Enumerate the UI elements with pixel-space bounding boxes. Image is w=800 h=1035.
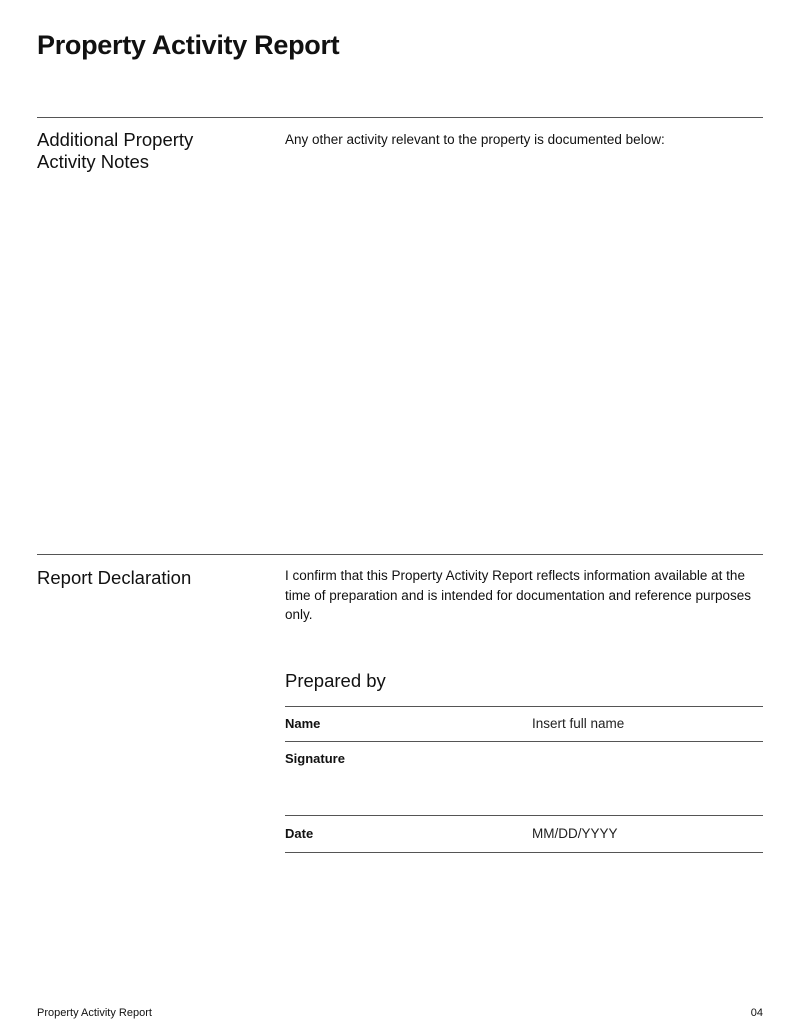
- prepared-by-heading: Prepared by: [285, 670, 386, 691]
- name-field[interactable]: Insert full name: [532, 716, 625, 731]
- declaration-statement: I confirm that this Property Activity Report reflects information available at the time of preparation and is intended for documentation and reference purposes only.: [285, 568, 752, 622]
- footer-page-number: 04: [750, 1007, 763, 1019]
- form-divider: [285, 852, 763, 853]
- section-divider: [37, 117, 763, 118]
- notes-intro-text: Any other activity relevant to the property is documented below:: [285, 132, 665, 147]
- notes-section-heading: Additional Property Activity Notes: [37, 129, 194, 172]
- footer-doc-name: Property Activity Report: [37, 1007, 152, 1019]
- date-label: Date: [285, 826, 314, 841]
- form-divider: [285, 706, 763, 707]
- signature-field[interactable]: [285, 742, 763, 815]
- section-divider: [37, 554, 763, 555]
- declaration-section-heading: Report Declaration: [37, 567, 192, 588]
- form-divider: [285, 815, 763, 816]
- signature-label: Signature: [285, 751, 345, 766]
- date-field[interactable]: MM/DD/YYYY: [532, 826, 618, 841]
- page-title: Property Activity Report: [37, 30, 340, 60]
- name-label: Name: [285, 716, 321, 731]
